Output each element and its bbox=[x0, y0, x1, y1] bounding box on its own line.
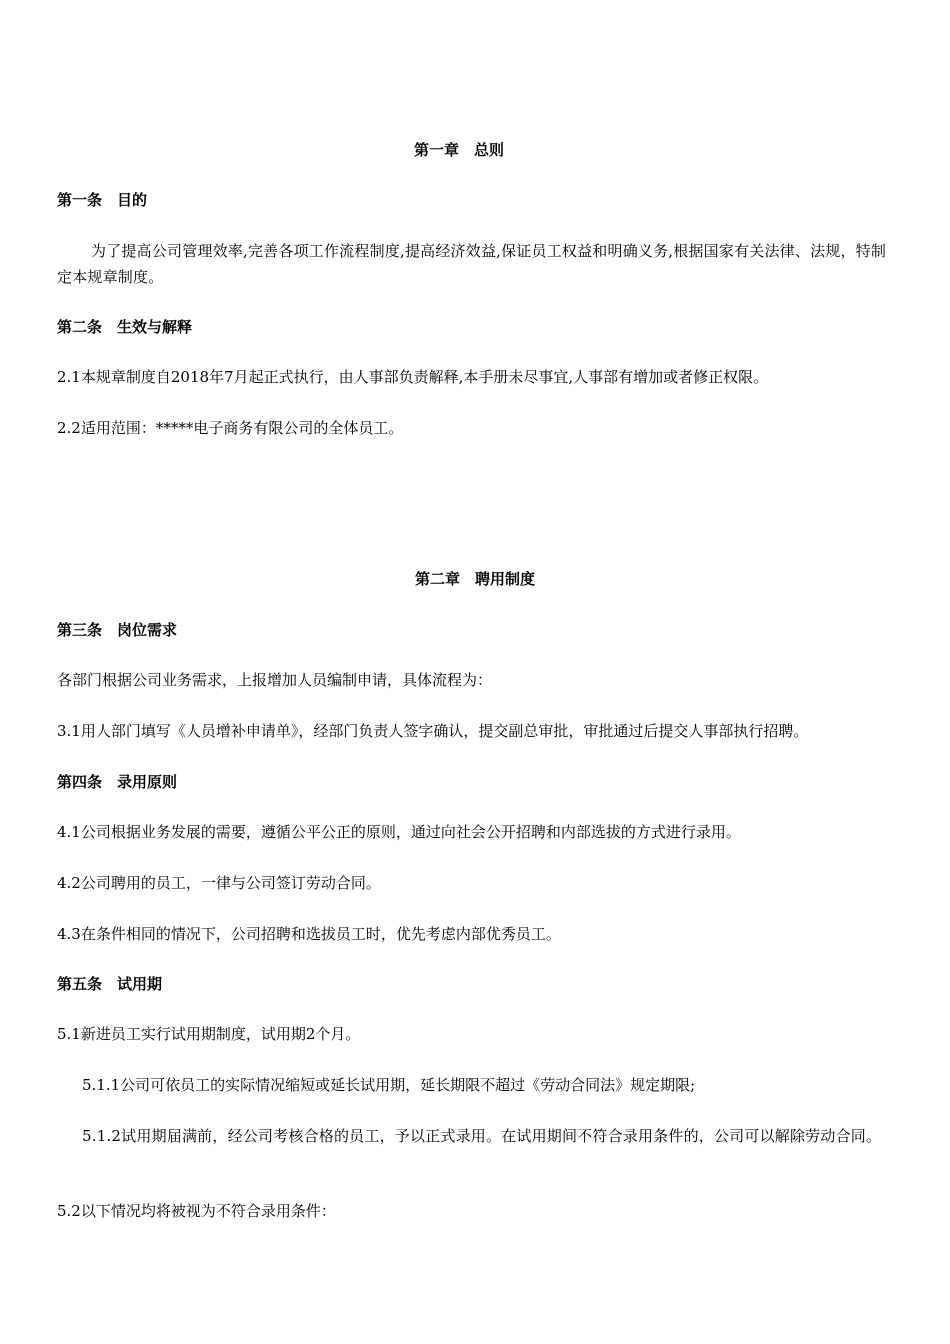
item-5-1-2: 5.1.2试用期届满前，经公司考核合格的员工，予以正式录用。在试用期间不符合录用条件的，公司可以解除劳动合同。 bbox=[82, 1127, 882, 1145]
item-3-1: 3.1用人部门填写《人员增补申请单》，经部门负责人签字确认，提交副总审批，审批通过后提交人事部执行招聘。 bbox=[57, 722, 809, 740]
chapter-1-title: 第一章 总则 bbox=[413, 141, 504, 159]
article-2-heading: 第二条 生效与解释 bbox=[57, 318, 193, 336]
item-2-2: 2.2适用范围：*****电子商务有限公司的全体员工。 bbox=[57, 419, 404, 437]
item-4-3: 4.3在条件相同的情况下，公司招聘和选拔员工时，优先考虑内部优秀员工。 bbox=[57, 925, 561, 943]
article-3-intro: 各部门根据公司业务需求，上报增加人员编制申请，具体流程为： bbox=[57, 671, 493, 689]
article-5-heading: 第五条 试用期 bbox=[57, 975, 163, 993]
article-1-heading: 第一条 目的 bbox=[57, 191, 148, 209]
article-1-body: 为了提高公司管理效率,完善各项工作流程制度,提高经济效益,保证员工权益和明确义务,根据国家有关法律、法规，特制定本规章制度。 bbox=[57, 242, 887, 286]
item-4-2: 4.2公司聘用的员工，一律与公司签订劳动合同。 bbox=[57, 874, 381, 892]
article-4-heading: 第四条 录用原则 bbox=[57, 773, 178, 791]
item-4-1: 4.1公司根据业务发展的需要，遵循公平公正的原则，通过向社会公开招聘和内部选拔的方式进行录用。 bbox=[57, 823, 741, 841]
item-2-1: 2.1本规章制度自2018年7月起正式执行，由人事部负责解释,本手册未尽事宜,人事部有增加或者修正权限。 bbox=[57, 368, 769, 386]
article-3-heading: 第三条 岗位需求 bbox=[57, 621, 178, 639]
item-5-1-1: 5.1.1公司可依员工的实际情况缩短或延长试用期，延长期限不超过《劳动合同法》规定期限; bbox=[82, 1076, 696, 1094]
item-5-1: 5.1新进员工实行试用期制度，试用期2个月。 bbox=[57, 1025, 361, 1043]
item-5-2: 5.2以下情况均将被视为不符合录用条件： bbox=[57, 1202, 336, 1220]
chapter-2-title: 第二章 聘用制度 bbox=[414, 570, 535, 588]
